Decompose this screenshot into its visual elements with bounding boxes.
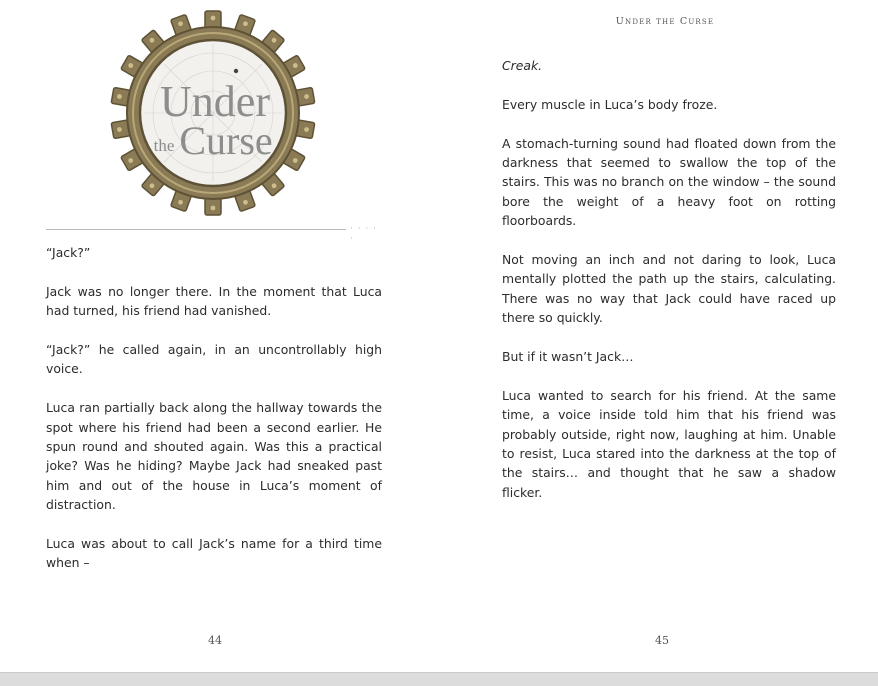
gear-rivet bbox=[211, 206, 216, 211]
divider-line bbox=[46, 229, 346, 230]
under-the-curse-logo bbox=[108, 8, 318, 218]
running-head: Under the Curse bbox=[615, 16, 715, 27]
paragraph: Luca wanted to search for his friend. At the same time, a voice inside told him that his friend was probably outside, right now, laughing at him. Unable to resist, Luca stared into the darkness at the top of the stairs… and thought that he saw a shadow flicker. bbox=[502, 387, 836, 500]
logo-word-the: the bbox=[153, 136, 175, 155]
logo-word-curse: Curse bbox=[179, 118, 273, 163]
paragraph: “Jack?” bbox=[46, 245, 91, 260]
left-page bbox=[0, 0, 439, 672]
paragraph: A stomach-turning sound had floated down from the darkness that seemed to swallow the top of the stairs. This was no branch on the window – the sound bore the weight of a heavy foot on rotting floorboards. bbox=[502, 135, 836, 229]
viewer-bottom-bar bbox=[0, 672, 878, 686]
paragraph: Luca ran partially back along the hallway towards the spot where his friend had been a second earlier. He spun round and shouted again. Was this a practical joke? Was he hiding? Maybe Jack had sneaked past him and out of the house in Luca’s moment of distraction. bbox=[46, 400, 382, 513]
paragraph: Jack was no longer there. In the moment that Luca had turned, his friend had vanished. bbox=[46, 283, 382, 319]
paragraph: Creak. bbox=[502, 58, 543, 73]
paragraph: Every muscle in Luca’s body froze. bbox=[502, 96, 718, 112]
spider-icon bbox=[234, 69, 238, 73]
right-page-text bbox=[502, 56, 836, 502]
page-number: 45 bbox=[655, 634, 669, 647]
paragraph: But if it wasn’t Jack… bbox=[502, 349, 634, 365]
left-page-text bbox=[46, 243, 382, 573]
page-number: 44 bbox=[208, 634, 222, 647]
paragraph: Not moving an inch and not daring to look, Luca mentally plotted the path up the stairs, calculating. There was no way that Jack could have raced up there so quickly. bbox=[502, 252, 836, 326]
paragraph: “Jack?” he called again, in an uncontrollably high voice. bbox=[46, 342, 382, 377]
gear-rivet bbox=[211, 16, 216, 21]
paragraph: Luca was about to call Jack’s name for a third time when – bbox=[46, 536, 382, 571]
chapter-divider bbox=[46, 224, 378, 244]
logo-word-under: Under bbox=[160, 77, 270, 126]
gear-emblem-icon bbox=[108, 8, 318, 218]
divider-dots: · · · · · bbox=[350, 224, 378, 244]
